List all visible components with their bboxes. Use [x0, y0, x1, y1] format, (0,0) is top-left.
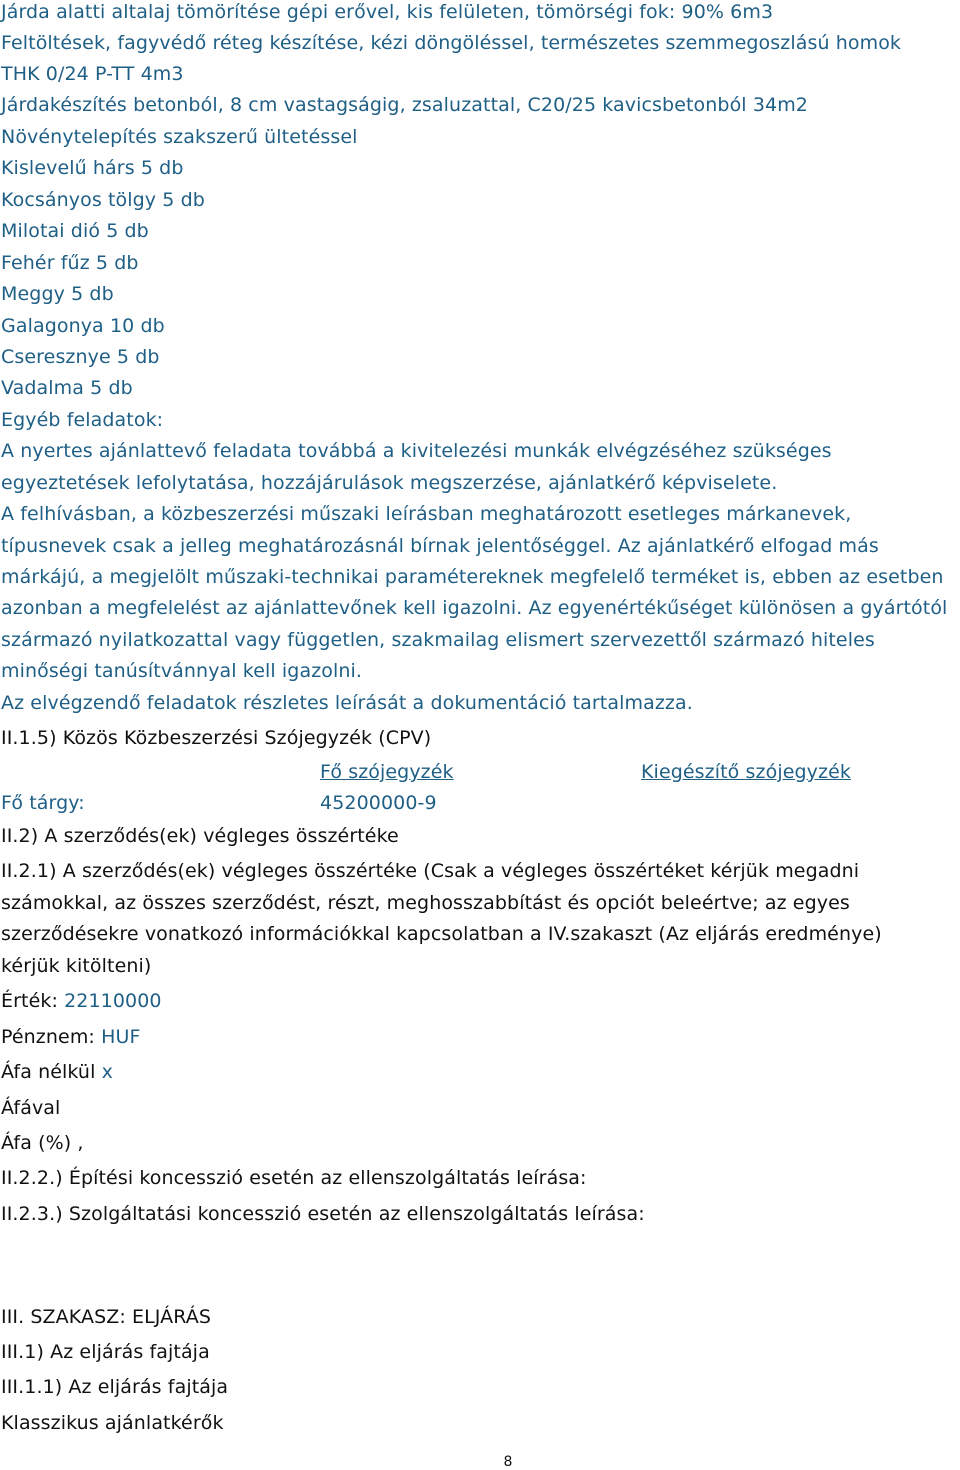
item-line: Meggy 5 db — [1, 283, 114, 305]
value-label: Érték: — [1, 990, 58, 1012]
works-concession-line: II.2.2.) Építési koncesszió esetén az ellenszolgáltatás leírása: — [1, 1167, 587, 1189]
vat-excluded-mark: x — [101, 1061, 113, 1083]
value-amount: 22110000 — [64, 990, 162, 1012]
procedure-type-value: Klasszikus ajánlatkérők — [1, 1412, 224, 1434]
item-line: Kocsányos tölgy 5 db — [1, 189, 205, 211]
item-line: Milotai dió 5 db — [1, 220, 149, 242]
item-line: Cseresznye 5 db — [1, 346, 160, 368]
item-line: típusnevek csak a jelleg meghatározásnál bírnak jelentőséggel. Az ajánlatkérő elfogad más — [1, 535, 879, 557]
item-line: A felhívásban, a közbeszerzési műszaki leírásban meghatározott esetleges márkanevek, — [1, 503, 852, 525]
value-paragraph-line: kérjük kitölteni) — [1, 955, 152, 977]
item-line: Járda alatti altalaj tömörítése gépi erővel, kis felületen, tömörségi fok: 90% 6m3 — [1, 1, 774, 23]
procedure-type-subheading: III.1.1) Az eljárás fajtája — [1, 1376, 229, 1398]
vat-included-label: Áfával — [1, 1097, 61, 1119]
supplementary-vocabulary-link[interactable]: Kiegészítő szójegyzék — [641, 761, 851, 783]
item-line: Vadalma 5 db — [1, 377, 133, 399]
vat-excluded-row — [1, 1060, 113, 1084]
currency-row — [1, 1025, 141, 1049]
main-vocabulary-link[interactable]: Fő szójegyzék — [320, 761, 454, 783]
item-line: egyeztetések lefolytatása, hozzájárulások megszerzése, ajánlatkérő képviselete. — [1, 472, 778, 494]
item-line: Feltöltések, fagyvédő réteg készítése, kézi döngöléssel, természetes szemmegoszlású homok — [1, 32, 902, 54]
item-line: származó nyilatkozattal vagy független, szakmailag elismert szervezettől származó hiteles — [1, 629, 875, 651]
item-line: Fehér fűz 5 db — [1, 252, 139, 274]
value-section-heading: II.2) A szerződés(ek) végleges összértéke — [1, 825, 399, 847]
main-object-label: Fő tárgy: — [1, 792, 85, 814]
currency-label: Pénznem: — [1, 1026, 95, 1048]
vat-rate-label: Áfa (%) , — [1, 1132, 84, 1154]
services-concession-line: II.2.3.) Szolgáltatási koncesszió esetén az ellenszolgáltatás leírása: — [1, 1203, 645, 1225]
item-line: márkájú, a megjelölt műszaki-technikai paramétereknek megfelelő terméket is, ebben az esetben — [1, 566, 944, 588]
value-paragraph-line: számokkal, az összes szerződést, részt, meghosszabbítást és opciót beleértve; az egyes — [1, 892, 850, 914]
value-paragraph-line: II.2.1) A szerződés(ek) végleges összértéke (Csak a végleges összértéket kérjük megadni — [1, 860, 860, 882]
value-paragraph-line: szerződésekre vonatkozó információkkal kapcsolatban a IV.szakaszt (Az eljárás eredménye) — [1, 923, 882, 945]
item-line: Járdakészítés betonból, 8 cm vastagságig, zsaluzattal, C20/25 kavicsbetonból 34m2 — [1, 94, 808, 116]
main-object-value: 45200000-9 — [320, 792, 437, 814]
item-line: Egyéb feladatok: — [1, 409, 164, 431]
item-line: minőségi tanúsítvánnyal kell igazolni. — [1, 660, 363, 682]
procedure-type-heading: III.1) Az eljárás fajtája — [1, 1341, 210, 1363]
vat-excluded-label: Áfa nélkül — [1, 1061, 96, 1083]
value-row — [1, 989, 162, 1013]
item-line: Az elvégzendő feladatok részletes leírását a dokumentáció tartalmazza. — [1, 692, 693, 714]
item-line: Kislevelű hárs 5 db — [1, 157, 184, 179]
item-line: Galagonya 10 db — [1, 315, 165, 337]
item-line: azonban a megfelelést az ajánlattevőnek kell igazolni. Az egyenértékűséget különösen a gyártótól — [1, 597, 948, 619]
item-line: THK 0/24 P-TT 4m3 — [1, 63, 184, 85]
item-line: Növénytelepítés szakszerű ültetéssel — [1, 126, 358, 148]
procedure-section-title: III. SZAKASZ: ELJÁRÁS — [1, 1306, 212, 1328]
cpv-heading: II.1.5) Közös Közbeszerzési Szójegyzék (CPV) — [1, 727, 432, 749]
item-line: A nyertes ajánlattevő feladata továbbá a kivitelezési munkák elvégzéséhez szükséges — [1, 440, 832, 462]
currency-value: HUF — [101, 1026, 141, 1048]
page-number: 8 — [503, 1454, 513, 1470]
